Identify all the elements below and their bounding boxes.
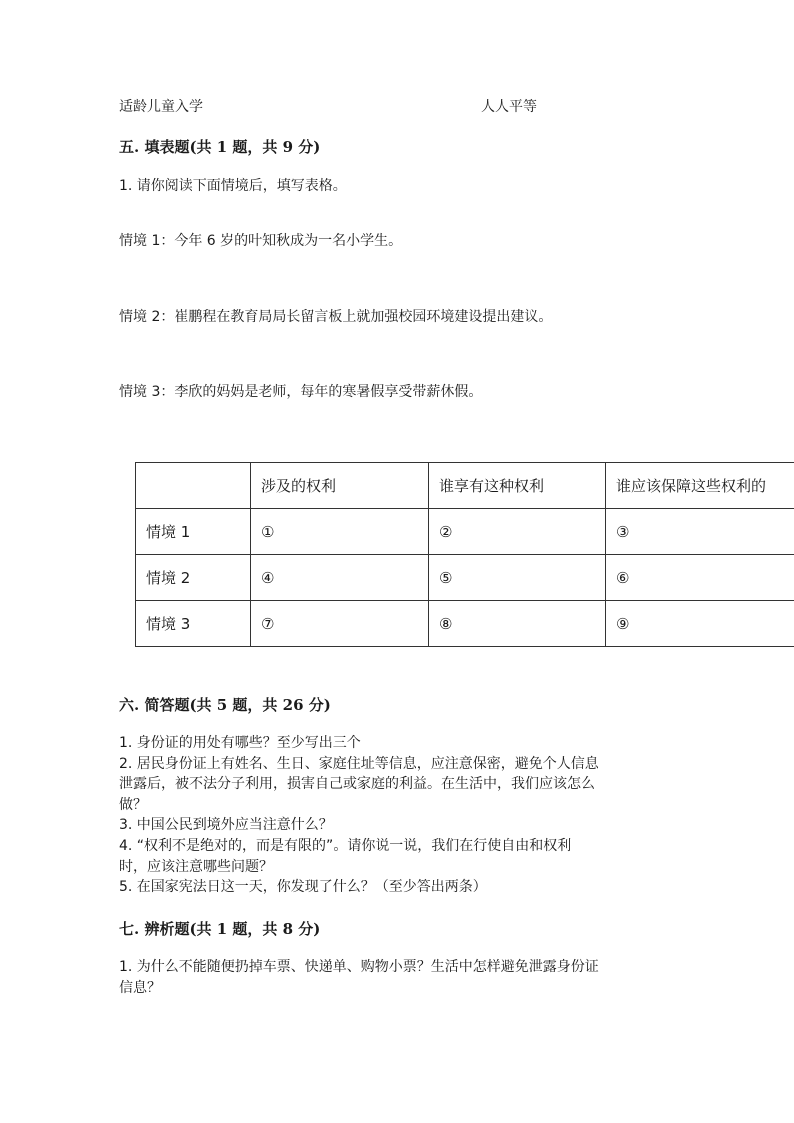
question-line: 1. 身份证的用处有哪些？至少写出三个 (119, 735, 361, 751)
question-line: 泄露后，被不法分子利用，损害自己或家庭的利益。在生活中，我们应该怎么 (119, 776, 595, 793)
table-cell: ⑧ (429, 601, 606, 647)
table-cell: ⑦ (251, 601, 429, 647)
top-left-text: 适龄儿童入学 (119, 99, 203, 115)
question-line: 1. 为什么不能随便扔掉车票、快递单、购物小票？生活中怎样避免泄露身份证 (119, 959, 599, 975)
table-cell: ⑨ (606, 601, 794, 647)
table-header-cell: 谁应该保障这些权利的 (606, 463, 794, 509)
question-line: 5. 在国家宪法日这一天，你发现了什么？（至少答出两条） (119, 879, 487, 896)
table-header-cell: 谁享有这种权利 (429, 463, 606, 509)
question-line: 时，应该注意哪些问题？ (119, 858, 273, 875)
scenario-1: 情境 1：今年 6 岁的叶知秋成为一名小学生。 (119, 233, 403, 249)
table-row (136, 601, 794, 647)
table-header-row (136, 463, 794, 509)
table-cell: ② (429, 509, 606, 555)
section7-heading: 七. 辨析题(共 1 题，共 8 分) (119, 920, 321, 938)
scenario-2: 情境 2：崔鹏程在教育局局长留言板上就加强校园环境建设提出建议。 (119, 309, 553, 325)
table-row (136, 509, 794, 555)
question-line: 信息？ (119, 979, 161, 996)
scenario-3: 情境 3：李欣的妈妈是老师，每年的寒暑假享受带薪休假。 (119, 384, 483, 400)
table-cell: 情境 3 (136, 601, 251, 647)
table-cell: ③ (606, 509, 794, 555)
question-line: 2. 居民身份证上有姓名、生日、家庭住址等信息，应注意保密，避免个人信息 (119, 755, 599, 772)
question-line: 做？ (119, 796, 147, 813)
table-header-cell: 涉及的权利 (251, 463, 429, 509)
section6-questions (119, 733, 599, 898)
table-cell: ④ (251, 555, 429, 601)
section5-question: 1. 请你阅读下面情境后，填写表格。 (119, 178, 347, 194)
table-cell: ① (251, 509, 429, 555)
table-cell: ⑤ (429, 555, 606, 601)
table-cell: 情境 2 (136, 555, 251, 601)
table-cell: 情境 1 (136, 509, 251, 555)
section5-heading: 五. 填表题(共 1 题，共 9 分) (119, 138, 321, 156)
question-line: 4. “权利不是绝对的，而是有限的”。请你说一说，我们在行使自由和权利 (119, 837, 572, 854)
table-cell: ⑥ (606, 555, 794, 601)
table-header-cell (136, 463, 251, 509)
section6-heading: 六. 简答题(共 5 题，共 26 分) (119, 696, 331, 714)
question-line: 3. 中国公民到境外应当注意什么？ (119, 817, 333, 834)
top-right-text: 人人平等 (481, 99, 537, 115)
section7-questions (119, 957, 599, 998)
rights-table (135, 462, 794, 647)
table-row (136, 555, 794, 601)
